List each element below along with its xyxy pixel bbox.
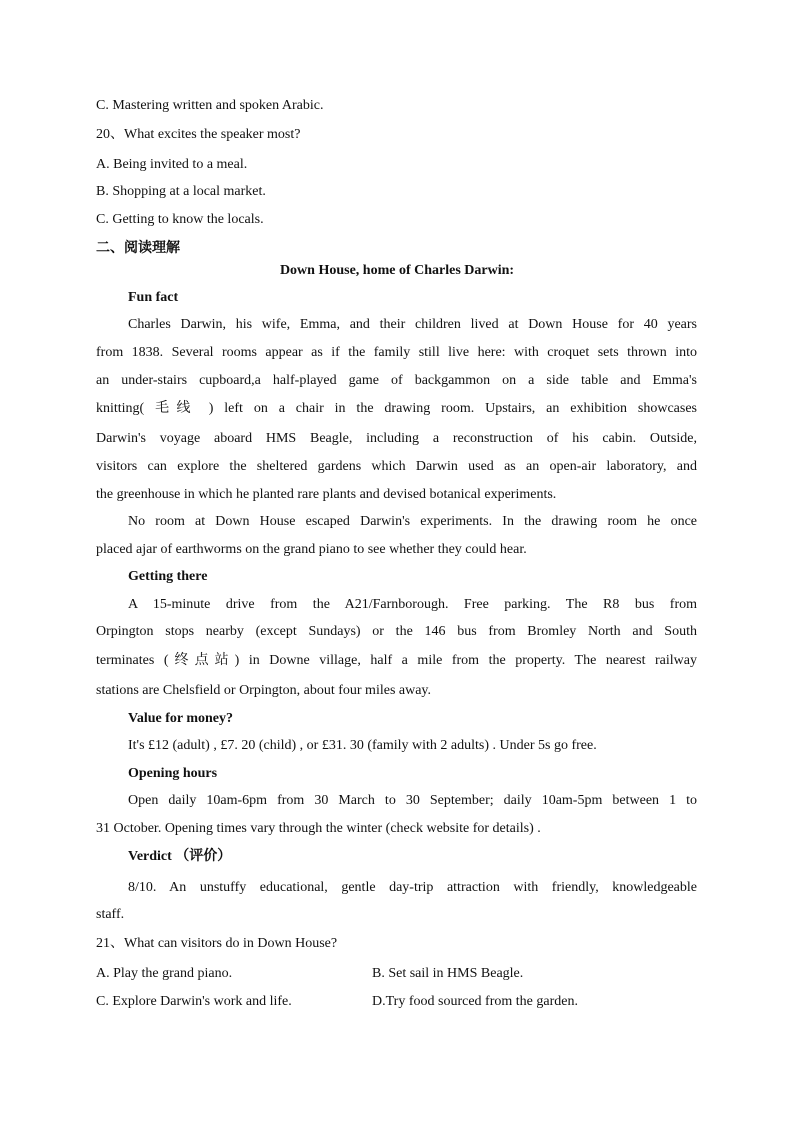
q20-option-c: C. Getting to know the locals. — [96, 212, 264, 227]
q21-option-c: C. Explore Darwin's work and life. — [96, 994, 292, 1009]
fun-fact-line-4: knitting( 毛线 ) left on a chair in the drawing room. Upstairs, an exhibition showcases — [96, 401, 697, 416]
getting-there-line-1: A 15-minute drive from the A21/Farnborough. Free parking. The R8 bus from — [128, 597, 697, 612]
fun-fact-p2-line-1: No room at Down House escaped Darwin's experiments. In the drawing room he once — [128, 514, 697, 529]
q19-option-c: C. Mastering written and spoken Arabic. — [96, 98, 324, 113]
fun-fact-line-2: from 1838. Several rooms appear as if the family still live here: with croquet sets thrown into — [96, 345, 697, 360]
getting-there-line-4: stations are Chelsfield or Orpington, about four miles away. — [96, 683, 432, 698]
value-heading: Value for money? — [128, 711, 233, 726]
q21-option-a: A. Play the grand piano. — [96, 966, 233, 981]
getting-there-line-3: terminates (终点站) in Downe village, half a mile from the property. The nearest railway — [96, 653, 697, 668]
verdict-line-2: staff. — [96, 907, 125, 922]
opening-line-2: 31 October. Opening times vary through the winter (check website for details) . — [96, 821, 541, 836]
section-heading: 二、阅读理解 — [96, 240, 180, 256]
verdict-line-1: 8/10. An unstuffy educational, gentle day-trip attraction with friendly, knowledgeable — [128, 880, 697, 895]
fun-fact-line-7: the greenhouse in which he planted rare plants and devised botanical experiments. — [96, 487, 557, 502]
fun-fact-heading: Fun fact — [128, 290, 179, 305]
fun-fact-line-3: an under-stairs cupboard,a half-played game of backgammon on a side table and Emma's — [96, 373, 697, 388]
fun-fact-line-5: Darwin's voyage aboard HMS Beagle, including a reconstruction of his cabin. Outside, — [96, 431, 697, 446]
q20-option-a: A. Being invited to a meal. — [96, 157, 248, 172]
value-text: It's £12 (adult) , £7. 20 (child) , or £31. 30 (family with 2 adults) . Under 5s go free. — [128, 738, 597, 753]
fun-fact-line-1: Charles Darwin, his wife, Emma, and their children lived at Down House for 40 years — [128, 317, 697, 332]
q21-option-d: D.Try food sourced from the garden. — [372, 994, 578, 1009]
fun-fact-line-6: visitors can explore the sheltered gardens which Darwin used as an open-air laboratory, and — [96, 459, 697, 474]
passage-title: Down House, home of Charles Darwin: — [279, 263, 515, 278]
q21-option-b: B. Set sail in HMS Beagle. — [372, 966, 524, 981]
getting-there-line-2: Orpington stops nearby (except Sundays) or the 146 bus from Bromley North and South — [96, 624, 697, 639]
opening-line-1: Open daily 10am-6pm from 30 March to 30 September; daily 10am-5pm between 1 to — [128, 793, 697, 808]
verdict-heading: Verdict （评价） — [128, 849, 232, 864]
q21-stem: 21、What can visitors do in Down House? — [96, 936, 338, 951]
fun-fact-p2-line-2: placed ajar of earthworms on the grand piano to see whether they could hear. — [96, 542, 527, 557]
getting-there-heading: Getting there — [128, 569, 208, 584]
q20-stem: 20、What excites the speaker most? — [96, 127, 301, 142]
opening-heading: Opening hours — [128, 766, 218, 781]
q20-option-b: B. Shopping at a local market. — [96, 184, 266, 199]
